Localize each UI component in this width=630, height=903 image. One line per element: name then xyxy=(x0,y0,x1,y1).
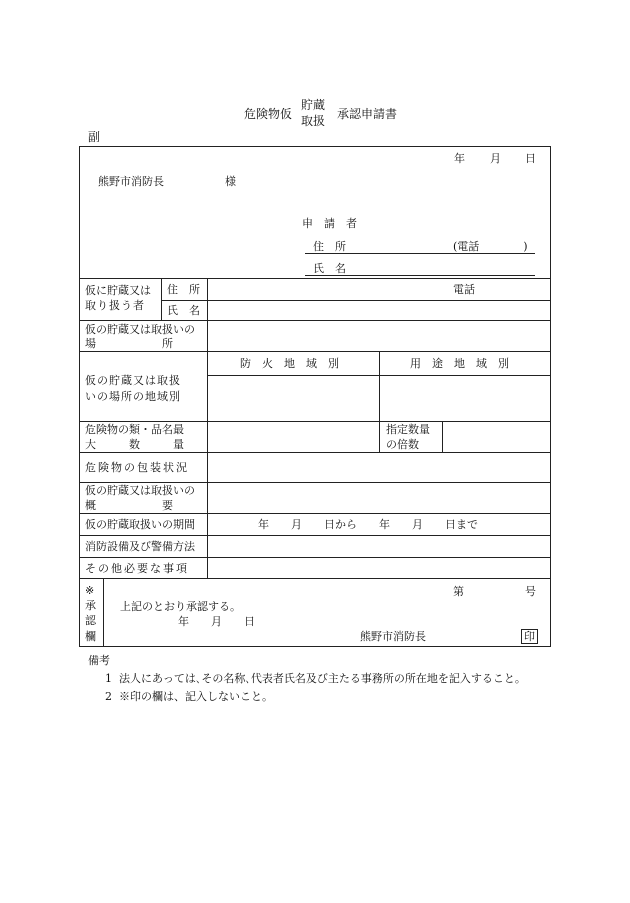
period-value: 年 月 日から 年 月 日まで xyxy=(258,518,478,531)
person-label-line2: 取り扱う者 xyxy=(85,299,145,312)
note-number: 1 xyxy=(105,672,112,685)
overview-label-line2: 概 要 xyxy=(85,499,173,512)
addressee: 熊野市消防長 xyxy=(98,175,164,188)
applicant-phone-label: (電話 ) xyxy=(453,240,528,253)
hazard-label-line2: 大 数 量 xyxy=(85,438,184,451)
zone-label-line2: いの場所の地域別 xyxy=(85,390,181,403)
note-text: 法人にあっては､その名称､代表者氏名及び主たる事務所の所在地を記入すること。 xyxy=(119,672,526,685)
rule xyxy=(161,278,162,320)
note-text: ※印の欄は、記入しないこと。 xyxy=(119,690,273,703)
approval-number-suffix: 号 xyxy=(525,585,536,598)
rule xyxy=(79,278,551,279)
applicant-label: 申 請 者 xyxy=(302,217,357,230)
notes-heading: 備考 xyxy=(88,654,110,667)
approval-date: 年 月 日 xyxy=(178,615,255,628)
fire-zone-header: 防 火 地 域 別 xyxy=(240,357,339,370)
form-title-option-handling: 取扱 xyxy=(301,114,326,128)
rule xyxy=(79,557,551,558)
person-phone-label: 電話 xyxy=(453,283,475,296)
multiple-label-line1: 指定数量 xyxy=(386,423,430,436)
applicant-address-line xyxy=(305,253,535,254)
fire-equipment-label: 消防設備及び警備方法 xyxy=(85,540,195,553)
person-label-line1: 仮に貯蔵又は xyxy=(85,284,151,297)
hazard-label-line1: 危険物の類・品名最 xyxy=(85,423,184,436)
rule xyxy=(79,535,551,536)
use-zone-header: 用 途 地 域 別 xyxy=(410,357,509,370)
rule xyxy=(103,578,104,647)
rule xyxy=(442,421,443,452)
rule xyxy=(207,278,208,578)
packaging-label: 危険物の包装状況 xyxy=(85,461,189,474)
multiple-label-line2: の倍数 xyxy=(386,438,419,451)
note-number: 2 xyxy=(105,690,112,703)
applicant-name-label: 氏 名 xyxy=(313,262,346,275)
period-label: 仮の貯蔵取扱いの期間 xyxy=(85,518,195,531)
form-title-prefix: 危険物仮 xyxy=(244,107,293,121)
approval-number-label: 第 xyxy=(453,585,464,598)
person-address-label: 住 所 xyxy=(167,283,200,296)
approval-authority: 熊野市消防長 xyxy=(360,630,426,643)
rule xyxy=(79,482,551,483)
date-day: 日 xyxy=(525,152,536,165)
approval-mark: ※ xyxy=(85,584,95,597)
rule xyxy=(79,351,551,352)
person-name-label: 氏 名 xyxy=(167,304,200,317)
applicant-address-label: 住 所 xyxy=(313,240,346,253)
place-label-line2: 場 所 xyxy=(85,337,173,350)
seal-box: 印 xyxy=(521,629,538,644)
rule xyxy=(79,320,551,321)
approval-char-1: 承 xyxy=(85,599,96,612)
rule xyxy=(79,452,551,453)
rule xyxy=(79,578,551,579)
approval-text: 上記のとおり承認する。 xyxy=(120,600,241,613)
rule xyxy=(79,421,551,422)
date-month: 月 xyxy=(490,152,501,165)
place-label-line1: 仮の貯蔵又は取扱いの xyxy=(85,323,195,336)
form-title-suffix: 承認申請書 xyxy=(337,107,398,121)
copy-mark: 副 xyxy=(88,130,101,144)
zone-label-line1: 仮の貯蔵又は取扱 xyxy=(85,374,181,387)
addressee-honorific: 様 xyxy=(225,175,236,188)
approval-char-2: 認 xyxy=(85,614,96,627)
other-label: その他必要な事項 xyxy=(85,562,189,575)
applicant-name-line xyxy=(305,275,535,276)
rule xyxy=(161,300,551,301)
date-year: 年 xyxy=(454,152,465,165)
form-title-option-storage: 貯蔵 xyxy=(301,98,326,112)
overview-label-line1: 仮の貯蔵又は取扱いの xyxy=(85,484,195,497)
approval-char-3: 欄 xyxy=(85,630,96,643)
rule xyxy=(79,513,551,514)
rule xyxy=(379,351,380,452)
